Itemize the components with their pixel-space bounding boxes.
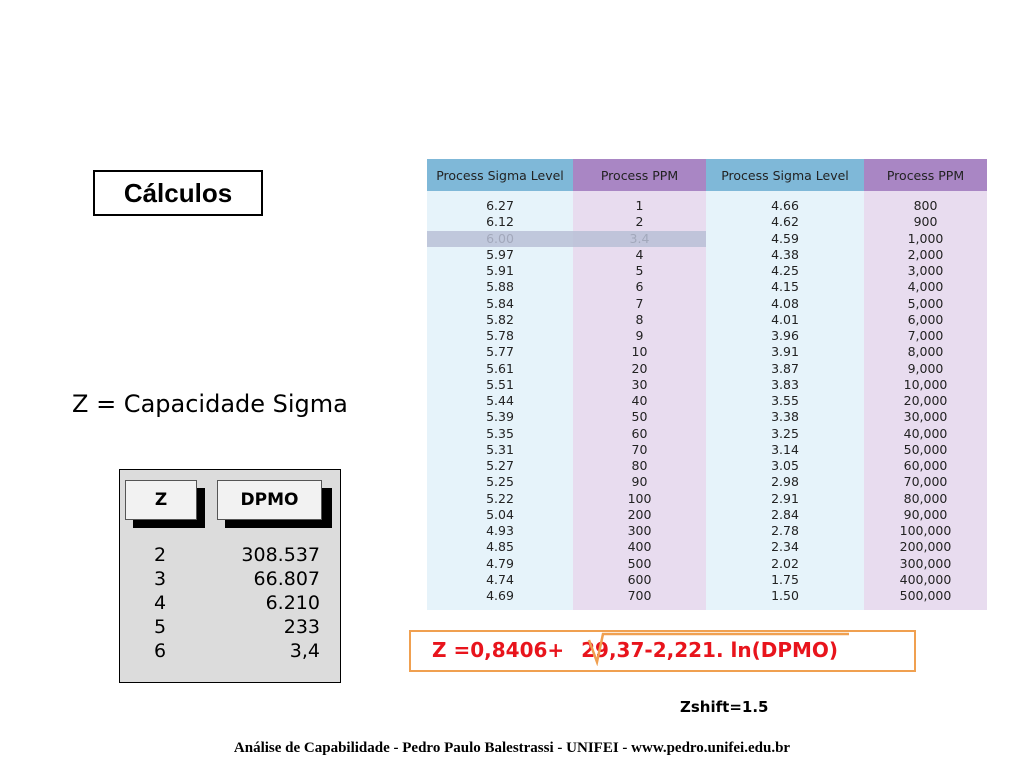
table-cell: 100,000 — [899, 523, 952, 538]
table-cell: 8,000 — [907, 344, 944, 360]
table-cell: 3.38 — [771, 409, 799, 425]
formula-radicand: 29,37-2,221. ln(DPMO) — [581, 638, 839, 662]
table-cell: 10,000 — [903, 376, 948, 392]
table-cell: 4.15 — [771, 279, 799, 295]
table-cell: 4 — [635, 246, 644, 262]
table-cell: 400,000 — [899, 571, 952, 587]
table-cell: 30,000 — [903, 409, 948, 425]
table-cell: 4.66 — [771, 198, 799, 213]
table-cell: 5.84 — [486, 295, 514, 311]
calc-row — [120, 543, 340, 567]
z-header-label: Z — [125, 480, 197, 520]
calc-z-value: 2 — [153, 544, 167, 566]
table-cell: 800 — [913, 198, 938, 213]
table-cell: 5.22 — [486, 490, 514, 506]
table-cell: 4.93 — [486, 523, 514, 538]
table-cell: 80,000 — [903, 490, 948, 506]
table-cell: 7 — [635, 295, 644, 311]
table-cell: 5.44 — [486, 393, 514, 408]
table-cell: 5,000 — [907, 295, 944, 311]
table-cell: 4.59 — [771, 230, 799, 246]
table-cell: 4.08 — [771, 295, 799, 311]
table-cell: 400 — [627, 539, 652, 555]
dpmo-calc-table — [119, 469, 341, 683]
calc-z-value: 4 — [153, 592, 167, 614]
table-cell: 40 — [631, 393, 648, 408]
table-cell: 4,000 — [907, 279, 944, 295]
table-cell: 6.12 — [486, 214, 514, 230]
table-cell: 4.01 — [771, 311, 799, 327]
table-cell: 4.62 — [771, 214, 799, 230]
table-cell: 5.31 — [486, 441, 514, 457]
table-cell: 90 — [631, 474, 648, 490]
table-cell: 2.98 — [771, 474, 799, 490]
page-title: Cálculos — [93, 170, 263, 216]
header-ppm-1: Process PPM — [573, 159, 706, 191]
highlight-row — [427, 231, 706, 247]
table-cell: 20,000 — [903, 393, 948, 408]
table-cell: 5.51 — [486, 376, 514, 392]
table-cell: 5.04 — [486, 506, 514, 522]
table-cell: 5.39 — [486, 409, 514, 425]
table-cell: 70 — [631, 441, 648, 457]
table-cell: 8 — [635, 311, 644, 327]
header-sigma-1: Process Sigma Level — [427, 159, 573, 191]
z-definition-label: Z = Capacidade Sigma — [72, 390, 348, 418]
table-cell: 3.55 — [771, 393, 799, 408]
table-cell: 1,000 — [907, 230, 944, 246]
table-cell: 5 — [635, 263, 644, 278]
col-sigma-2 — [706, 159, 864, 610]
table-cell: 40,000 — [903, 425, 948, 441]
table-cell: 5.88 — [486, 279, 514, 295]
calc-dpmo-value: 233 — [283, 616, 320, 638]
table-cell: 5.61 — [486, 360, 514, 376]
table-cell: 300,000 — [899, 555, 952, 571]
col-sigma-1 — [427, 159, 573, 610]
table-cell: 5.77 — [486, 344, 514, 360]
cells-ppm-1 — [573, 198, 706, 604]
table-cell: 3.05 — [771, 458, 799, 473]
sqrt-symbol-icon — [585, 632, 855, 666]
table-cell: 7,000 — [907, 328, 944, 343]
calc-z-value: 3 — [153, 568, 167, 590]
table-cell: 60 — [631, 425, 648, 441]
table-cell: 5.97 — [486, 246, 514, 262]
cells-ppm-2 — [864, 198, 987, 604]
footer: Análise de Capabilidade - Pedro Paulo Balestrassi - UNIFEI - www.pedro.unifei.edu.br — [233, 740, 791, 756]
calc-dpmo-value: 66.807 — [253, 568, 320, 590]
table-cell: 9 — [635, 328, 644, 343]
table-cell: 6,000 — [907, 311, 944, 327]
table-cell: 500,000 — [899, 588, 952, 603]
table-cell: 5.27 — [486, 458, 514, 473]
sigma-ppm-table — [427, 159, 987, 610]
calc-rows — [120, 543, 340, 663]
table-cell: 3.14 — [771, 441, 799, 457]
calc-row — [120, 591, 340, 615]
table-cell: 3.87 — [771, 360, 799, 376]
header-sigma-2: Process Sigma Level — [706, 159, 864, 191]
table-cell: 900 — [913, 214, 938, 230]
table-cell: 5.78 — [486, 328, 514, 343]
table-cell: 50 — [631, 409, 648, 425]
table-cell: 60,000 — [903, 458, 948, 473]
cells-sigma-1 — [427, 198, 573, 604]
table-cell: 2 — [635, 214, 644, 230]
table-cell: 5.82 — [486, 311, 514, 327]
table-cell: 3.25 — [771, 425, 799, 441]
calc-dpmo-value: 308.537 — [241, 544, 320, 566]
table-cell: 4.79 — [486, 555, 514, 571]
table-cell: 700 — [627, 588, 652, 603]
calc-row — [120, 615, 340, 639]
cells-sigma-2 — [706, 198, 864, 604]
table-cell: 3,000 — [907, 263, 944, 278]
zshift-note: Zshift=1.5 — [680, 698, 769, 716]
table-cell: 6 — [635, 279, 644, 295]
table-cell: 200 — [627, 506, 652, 522]
table-cell: 300 — [627, 523, 652, 538]
table-cell: 3.91 — [771, 344, 799, 360]
dpmo-header-label: DPMO — [217, 480, 322, 520]
table-cell: 2.34 — [771, 539, 799, 555]
table-cell: 4.25 — [771, 263, 799, 278]
table-cell: 2.91 — [771, 490, 799, 506]
table-cell: 4.85 — [486, 539, 514, 555]
formula-prefix: Z =0,8406+ — [432, 638, 572, 662]
calc-z-value: 5 — [153, 616, 167, 638]
table-cell: 70,000 — [903, 474, 948, 490]
table-cell: 6.27 — [486, 198, 514, 213]
table-cell: 3.83 — [771, 376, 799, 392]
table-cell: 90,000 — [903, 506, 948, 522]
table-cell: 2.78 — [771, 523, 799, 538]
table-cell: 4.38 — [771, 246, 799, 262]
table-cell: 20 — [631, 360, 648, 376]
table-cell: 80 — [631, 458, 648, 473]
calc-row — [120, 639, 340, 663]
table-cell: 100 — [627, 490, 652, 506]
table-cell: 5.25 — [486, 474, 514, 490]
table-cell: 2.84 — [771, 506, 799, 522]
table-cell: 4.69 — [486, 588, 514, 603]
table-cell: 5.91 — [486, 263, 514, 278]
table-cell: 4.74 — [486, 571, 514, 587]
table-cell: 1 — [635, 198, 644, 213]
calc-dpmo-value: 6.210 — [265, 592, 320, 614]
table-cell: 2,000 — [907, 246, 944, 262]
calc-dpmo-value: 3,4 — [289, 640, 320, 662]
table-cell: 1.75 — [771, 571, 799, 587]
table-cell: 50,000 — [903, 441, 948, 457]
table-cell: 10 — [631, 344, 648, 360]
table-cell: 3.96 — [771, 328, 799, 343]
col-ppm-2 — [864, 159, 987, 610]
table-cell: 9,000 — [907, 360, 944, 376]
table-cell: 600 — [627, 571, 652, 587]
table-cell: 5.35 — [486, 425, 514, 441]
table-cell: 30 — [631, 376, 648, 392]
table-cell: 200,000 — [899, 539, 952, 555]
calc-z-value: 6 — [153, 640, 167, 662]
calc-row — [120, 567, 340, 591]
header-ppm-2: Process PPM — [864, 159, 987, 191]
col-ppm-1 — [573, 159, 706, 610]
table-cell: 1.50 — [771, 588, 799, 603]
table-cell: 500 — [627, 555, 652, 571]
sqrt-stroke — [589, 634, 849, 662]
table-cell: 2.02 — [771, 555, 799, 571]
